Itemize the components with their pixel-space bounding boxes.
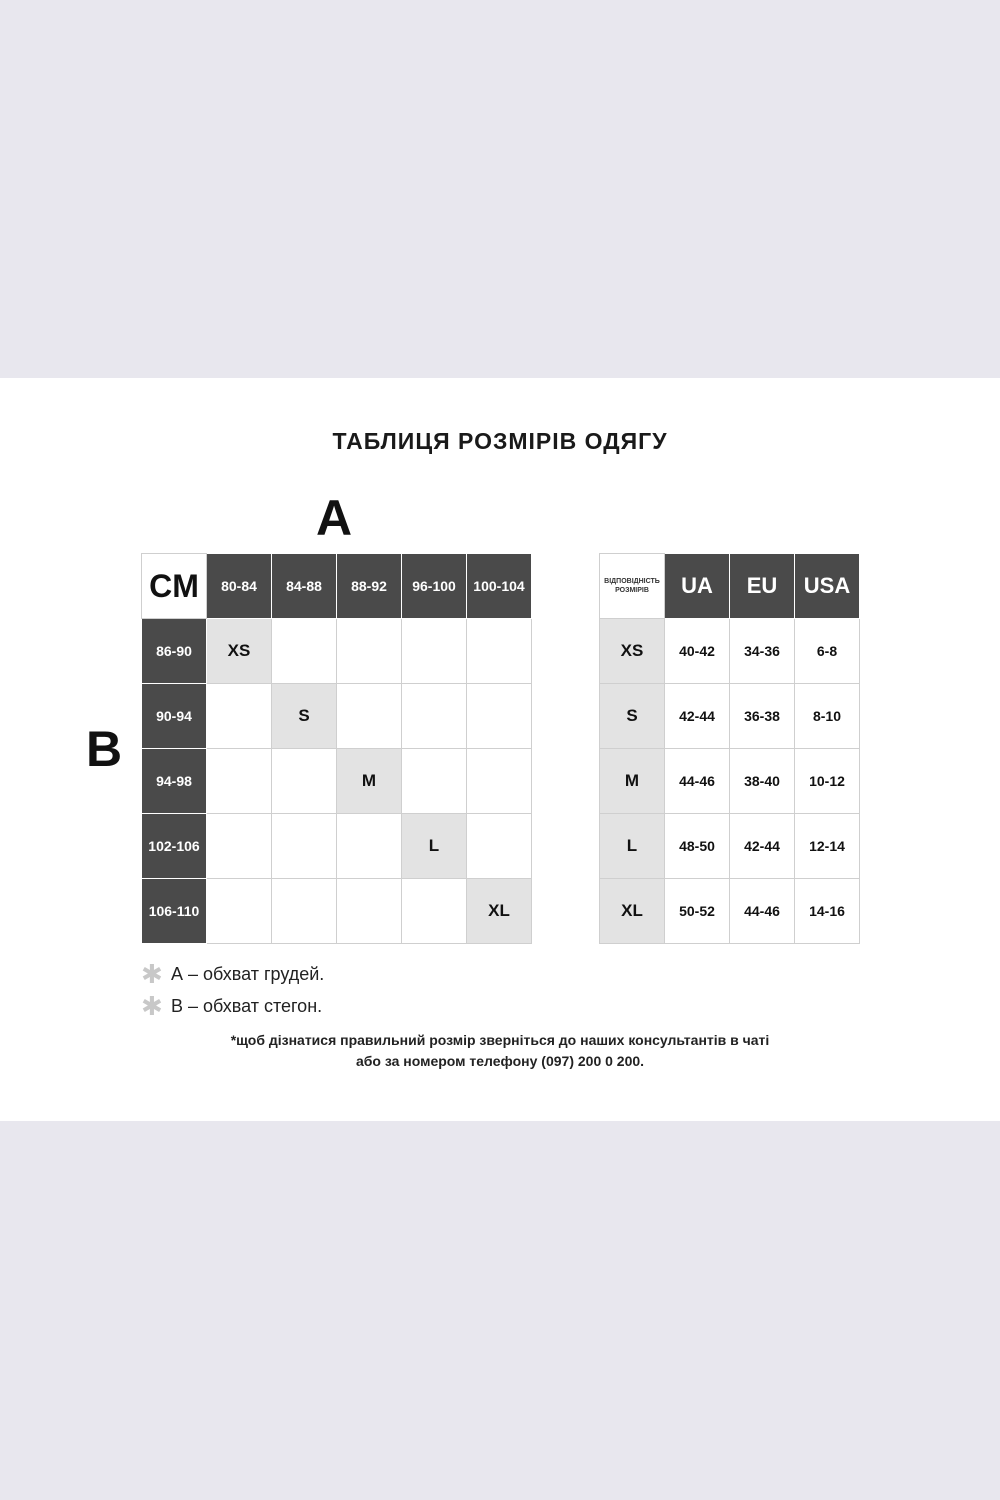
eu-cell: 42-44 [730, 814, 795, 879]
table-row [142, 619, 532, 684]
empty-cell [207, 684, 272, 749]
note-text: В – обхват стегон. [171, 995, 323, 1016]
row-header: 106-110 [142, 879, 207, 944]
eu-cell: 34-36 [730, 619, 795, 684]
table-row [600, 619, 860, 684]
usa-cell: 10-12 [795, 749, 860, 814]
empty-cell [402, 749, 467, 814]
table-row [600, 879, 860, 944]
empty-cell [402, 619, 467, 684]
column-header: 88-92 [337, 554, 402, 619]
size-table-header-row [142, 554, 532, 619]
row-header: 86-90 [142, 619, 207, 684]
empty-cell [337, 619, 402, 684]
eu-cell: 44-46 [730, 879, 795, 944]
empty-cell [337, 814, 402, 879]
usa-cell: 12-14 [795, 814, 860, 879]
column-header: 96-100 [402, 554, 467, 619]
eu-cell: 38-40 [730, 749, 795, 814]
empty-cell [467, 814, 532, 879]
note-item [141, 990, 324, 1022]
size-table [141, 553, 532, 944]
row-header: 90-94 [142, 684, 207, 749]
empty-cell [337, 684, 402, 749]
size-cell: M [337, 749, 402, 814]
ua-cell: 40-42 [665, 619, 730, 684]
empty-cell [207, 814, 272, 879]
empty-cell [467, 749, 532, 814]
table-row [600, 814, 860, 879]
unit-cell: CM [142, 554, 207, 619]
usa-cell: 6-8 [795, 619, 860, 684]
conversion-header-row [600, 554, 860, 619]
empty-cell [337, 879, 402, 944]
size-label: XL [600, 879, 665, 944]
ua-cell: 50-52 [665, 879, 730, 944]
table-row [142, 749, 532, 814]
table-row [600, 749, 860, 814]
empty-cell [467, 684, 532, 749]
empty-cell [272, 749, 337, 814]
axis-b-label: B [86, 721, 123, 777]
column-header: 80-84 [207, 554, 272, 619]
empty-cell [467, 619, 532, 684]
size-label: L [600, 814, 665, 879]
axis-a-label: A [316, 490, 353, 546]
table-row [600, 684, 860, 749]
row-header: 102-106 [142, 814, 207, 879]
table-row [142, 879, 532, 944]
usa-cell: 14-16 [795, 879, 860, 944]
column-header: 84-88 [272, 554, 337, 619]
size-cell: L [402, 814, 467, 879]
note-text: А – обхват грудей. [171, 963, 325, 984]
empty-cell [402, 879, 467, 944]
row-header: 94-98 [142, 749, 207, 814]
legend-notes [141, 958, 324, 1022]
corner-line: ВІДПОВІДНІСТЬ [604, 577, 660, 585]
ua-cell: 48-50 [665, 814, 730, 879]
size-cell: XL [467, 879, 532, 944]
size-label: XS [600, 619, 665, 684]
size-cell: S [272, 684, 337, 749]
column-header: 100-104 [467, 554, 532, 619]
size-conversion-table [599, 553, 860, 944]
usa-cell: 8-10 [795, 684, 860, 749]
table-row [142, 684, 532, 749]
empty-cell [402, 684, 467, 749]
size-cell: XS [207, 619, 272, 684]
footer-note [0, 1030, 1000, 1072]
column-header: EU [730, 554, 795, 619]
note-item [141, 958, 324, 990]
asterisk-icon: ✱ [141, 959, 163, 989]
column-header: UA [665, 554, 730, 619]
ua-cell: 42-44 [665, 684, 730, 749]
footer-line: *щоб дізнатися правильний розмір зверніться до наших консультантів в чаті [230, 1032, 770, 1048]
empty-cell [207, 749, 272, 814]
corner-line: РОЗМІРІВ [615, 587, 649, 594]
footer-line: або за номером телефону (097) 200 0 200. [355, 1053, 645, 1069]
eu-cell: 36-38 [730, 684, 795, 749]
empty-cell [207, 879, 272, 944]
ua-cell: 44-46 [665, 749, 730, 814]
conversion-corner-cell [600, 554, 665, 619]
empty-cell [272, 879, 337, 944]
asterisk-icon: ✱ [141, 991, 163, 1021]
empty-cell [272, 814, 337, 879]
size-label: M [600, 749, 665, 814]
size-label: S [600, 684, 665, 749]
empty-cell [272, 619, 337, 684]
column-header: USA [795, 554, 860, 619]
page-title: ТАБЛИЦЯ РОЗМІРІВ ОДЯГУ [332, 428, 668, 454]
table-row [142, 814, 532, 879]
